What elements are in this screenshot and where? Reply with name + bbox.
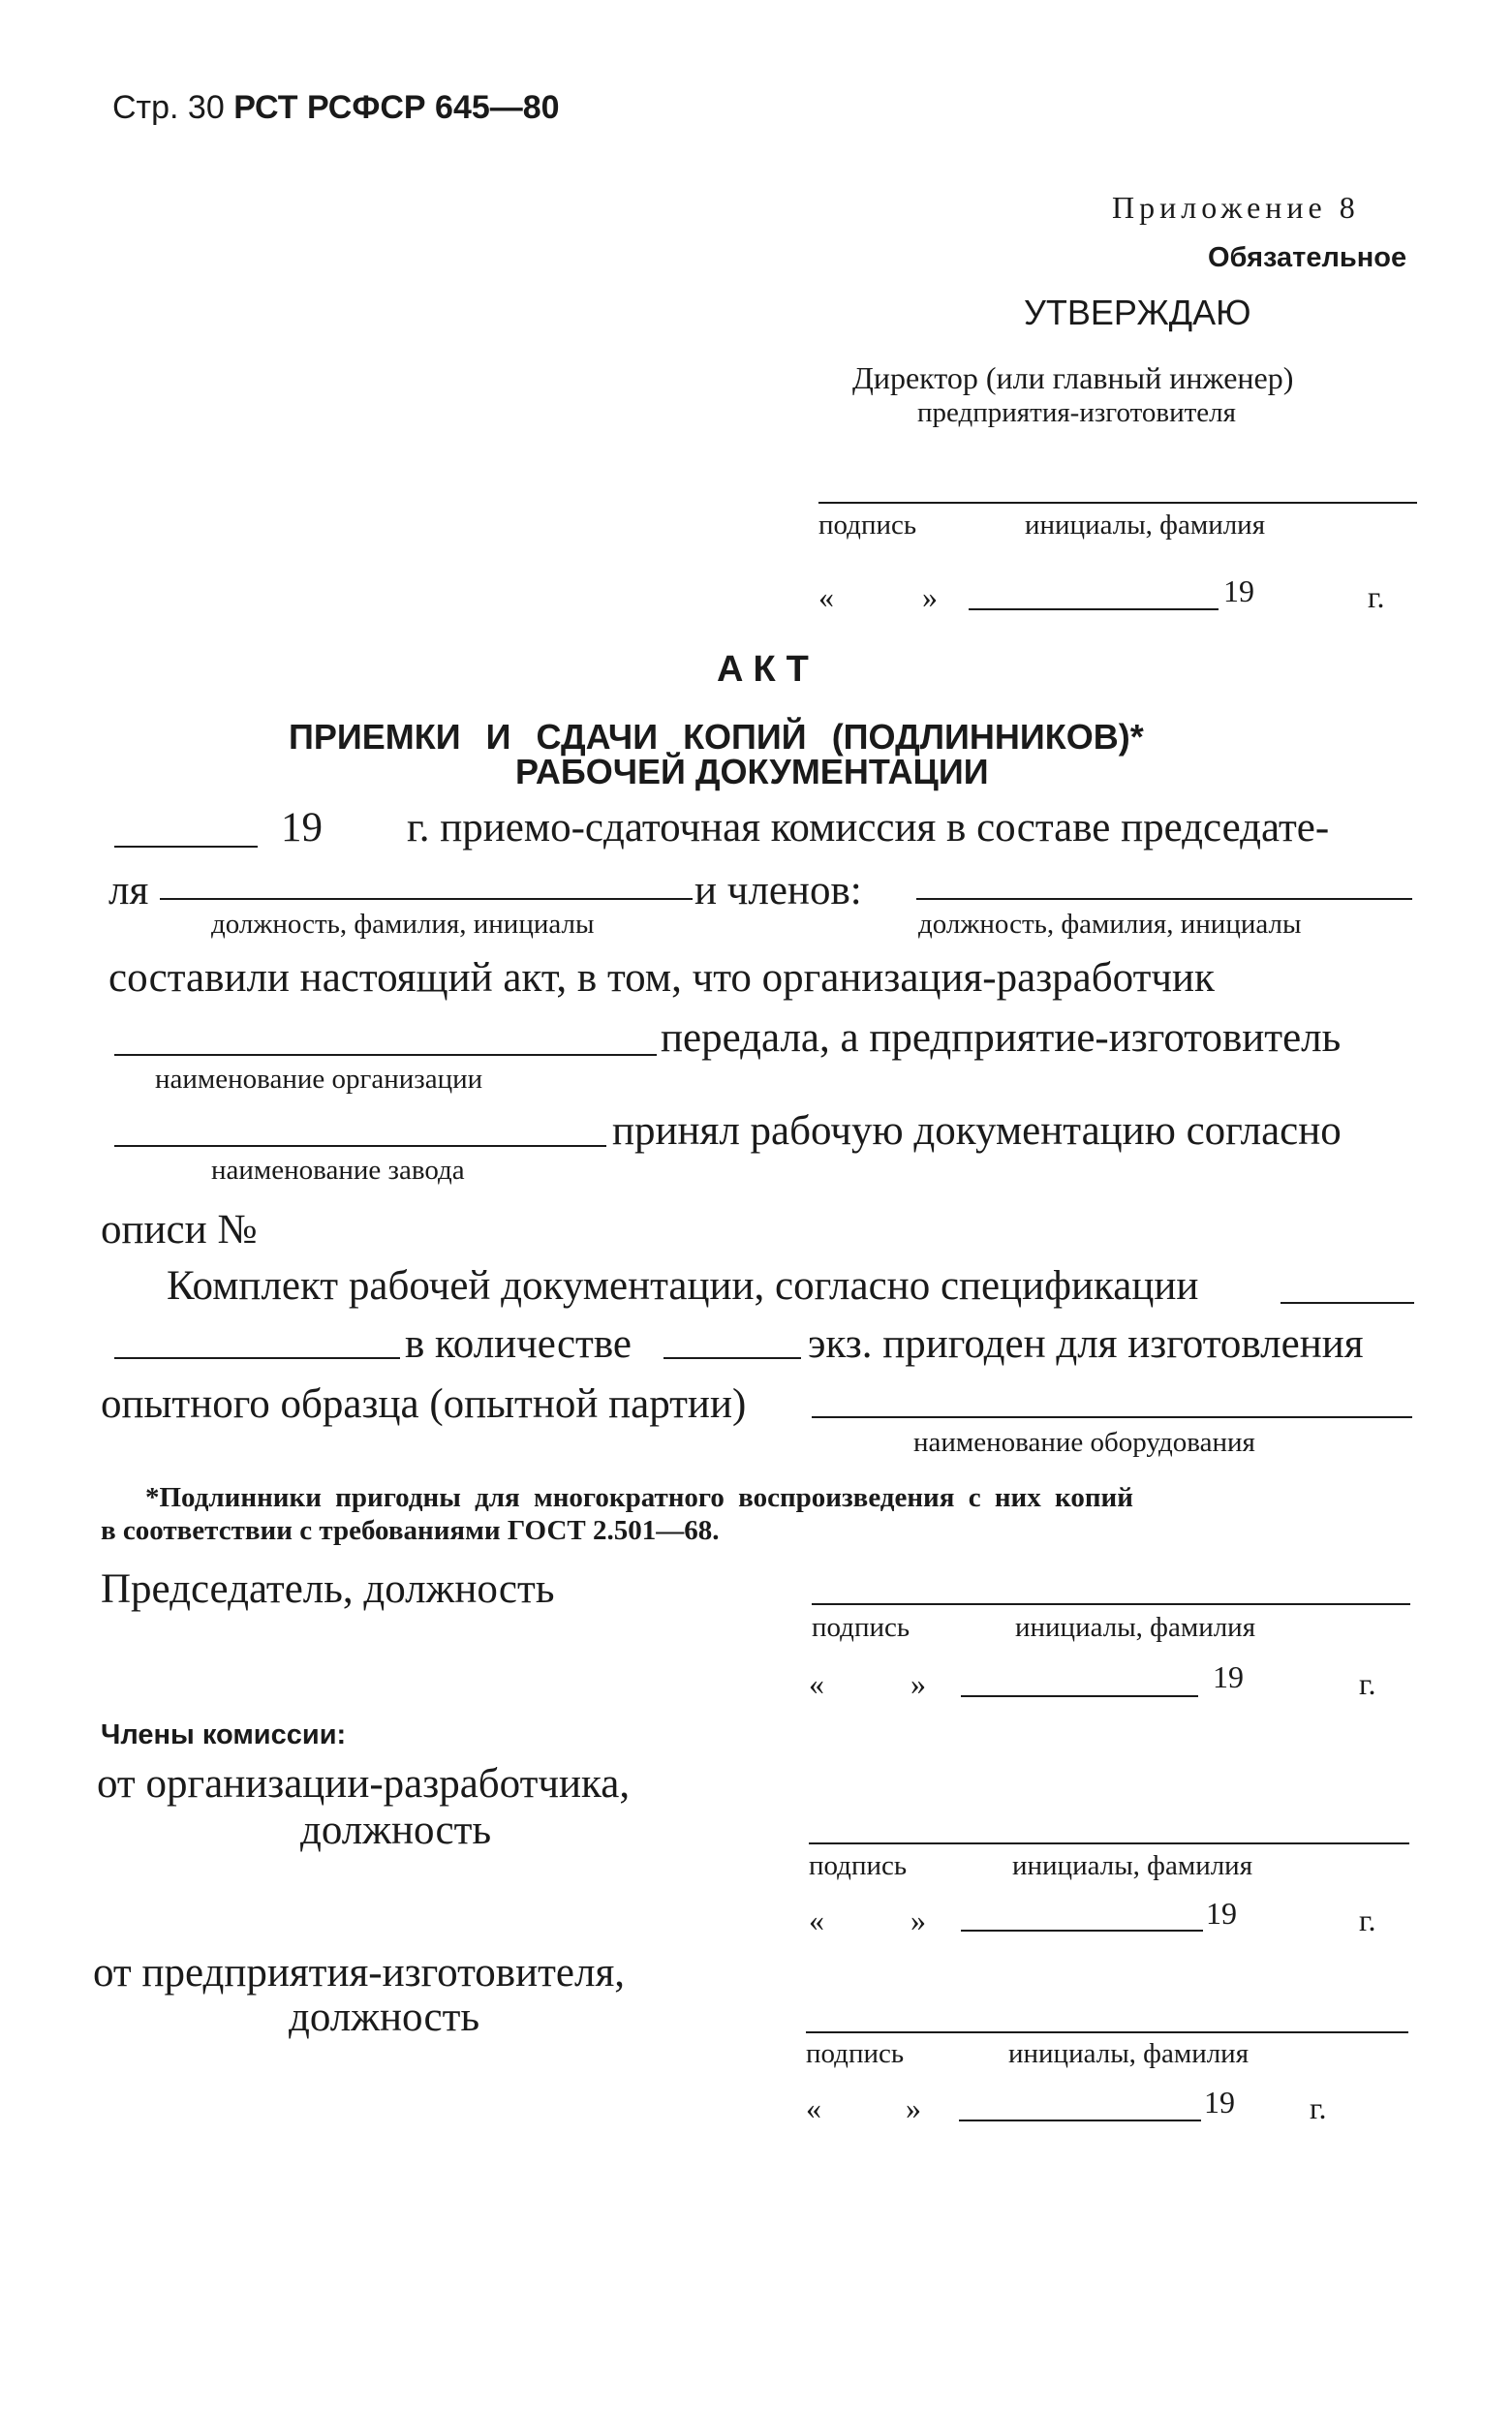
appendix-status: Обязательное bbox=[1208, 242, 1407, 273]
body-line-9: опытного образца (опытной партии) bbox=[101, 1381, 747, 1427]
caption-equipment: наименование оборудования bbox=[913, 1427, 1255, 1458]
director-line-1: Директор (или главный инженер) bbox=[852, 360, 1294, 395]
date-quote-close: » bbox=[922, 579, 938, 614]
manufacturer-date-line bbox=[959, 2120, 1201, 2121]
blank-equipment bbox=[812, 1416, 1412, 1418]
blank-organization bbox=[114, 1054, 657, 1056]
developer-caption-name: инициалы, фамилия bbox=[1012, 1850, 1253, 1881]
caption-position-1: должность, фамилия, инициалы bbox=[211, 909, 595, 940]
manufacturer-label-1: от предприятия-изготовителя, bbox=[93, 1950, 625, 1996]
developer-date-year: 19 bbox=[1206, 1896, 1237, 1931]
manufacturer-caption-signature: подпись bbox=[806, 2038, 905, 2069]
date-year-suffix: г. bbox=[1368, 579, 1385, 614]
director-line-2: предприятия-изготовителя bbox=[917, 397, 1236, 428]
footnote-line-2: в соответствии с требованиями ГОСТ 2.501—68. bbox=[101, 1515, 720, 1546]
page-label: Стр. 30 bbox=[112, 89, 225, 126]
caption-name: инициалы, фамилия bbox=[1025, 510, 1266, 541]
developer-label-2: должность bbox=[300, 1808, 492, 1853]
chairman-date-year-suffix: г. bbox=[1359, 1666, 1376, 1701]
chairman-date-line bbox=[961, 1695, 1198, 1697]
caption-organization: наименование организации bbox=[155, 1064, 483, 1095]
body-line-3: составили настоящий акт, в том, что организация-разработчик bbox=[108, 955, 1215, 1001]
body-line-4: передала, а предприятие-изготовитель bbox=[661, 1015, 1342, 1061]
blank-members bbox=[916, 898, 1412, 900]
blank-quantity bbox=[663, 1357, 801, 1359]
developer-label-1: от организации-разработчика, bbox=[97, 1761, 631, 1807]
developer-date-quote-open: « bbox=[809, 1903, 824, 1937]
blank-chairman bbox=[160, 898, 693, 900]
developer-date-line bbox=[961, 1930, 1203, 1932]
caption-position-2: должность, фамилия, инициалы bbox=[918, 909, 1302, 940]
chairman-caption-signature: подпись bbox=[812, 1612, 910, 1643]
manufacturer-date-quote-open: « bbox=[806, 2090, 821, 2125]
act-subtitle-2: РАБОЧЕЙ ДОКУМЕНТАЦИИ bbox=[515, 752, 989, 791]
appendix-title: Приложение 8 bbox=[1112, 190, 1360, 225]
signature-line bbox=[818, 502, 1417, 504]
body-line-8-b: экз. пригоден для изготовления bbox=[808, 1321, 1364, 1367]
manufacturer-date-year: 19 bbox=[1204, 2085, 1235, 2120]
manufacturer-date-year-suffix: г. bbox=[1310, 2090, 1327, 2125]
body-line-2-mid: и членов: bbox=[694, 868, 862, 913]
chairman-label: Председатель, должность bbox=[101, 1566, 555, 1612]
body-line-1: г. приемо-сдаточная комиссия в составе председате- bbox=[407, 805, 1330, 851]
act-subtitle-1: ПРИЕМКИ И СДАЧИ КОПИЙ (ПОДЛИННИКОВ)* bbox=[289, 717, 1144, 757]
body-line-7: Комплект рабочей документации, согласно спецификации bbox=[167, 1263, 1199, 1309]
developer-signature-line bbox=[809, 1842, 1409, 1844]
blank-specification bbox=[1281, 1302, 1414, 1304]
caption-signature: подпись bbox=[818, 510, 917, 541]
manufacturer-signature-line bbox=[806, 2031, 1408, 2033]
blank-date bbox=[114, 846, 258, 848]
approve-heading: УТВЕРЖДАЮ bbox=[1024, 293, 1251, 332]
date-quote-open: « bbox=[818, 579, 834, 614]
manufacturer-label-2: должность bbox=[289, 1995, 480, 2040]
body-line-8-a: в количестве bbox=[405, 1321, 632, 1367]
chairman-date-quote-open: « bbox=[809, 1666, 824, 1701]
manufacturer-date-quote-close: » bbox=[906, 2090, 921, 2125]
page-header bbox=[112, 89, 560, 127]
chairman-caption-name: инициалы, фамилия bbox=[1015, 1612, 1256, 1643]
chairman-date-year: 19 bbox=[1213, 1659, 1244, 1694]
members-heading: Члены комиссии: bbox=[101, 1719, 347, 1750]
developer-caption-signature: подпись bbox=[809, 1850, 908, 1881]
blank-plant bbox=[114, 1145, 606, 1147]
developer-date-quote-close: » bbox=[910, 1903, 926, 1937]
body-line-6: описи № bbox=[101, 1207, 258, 1253]
body-year: 19 bbox=[281, 805, 323, 851]
body-line-2-start: ля bbox=[108, 868, 149, 913]
act-title: АКТ bbox=[717, 649, 818, 690]
blank-spec-number bbox=[114, 1357, 400, 1359]
date-year: 19 bbox=[1223, 573, 1254, 608]
doc-code: РСТ РСФСР 645—80 bbox=[233, 89, 560, 126]
body-line-5: принял рабочую документацию согласно bbox=[612, 1108, 1342, 1154]
chairman-signature-line bbox=[812, 1603, 1410, 1605]
developer-date-year-suffix: г. bbox=[1359, 1903, 1376, 1937]
date-month-line bbox=[969, 608, 1219, 610]
caption-plant: наименование завода bbox=[211, 1155, 465, 1186]
manufacturer-caption-name: инициалы, фамилия bbox=[1008, 2038, 1250, 2069]
footnote-line-1: *Подлинники пригодны для многократного воспроизведения с них копий bbox=[145, 1482, 1133, 1513]
chairman-date-quote-close: » bbox=[910, 1666, 926, 1701]
